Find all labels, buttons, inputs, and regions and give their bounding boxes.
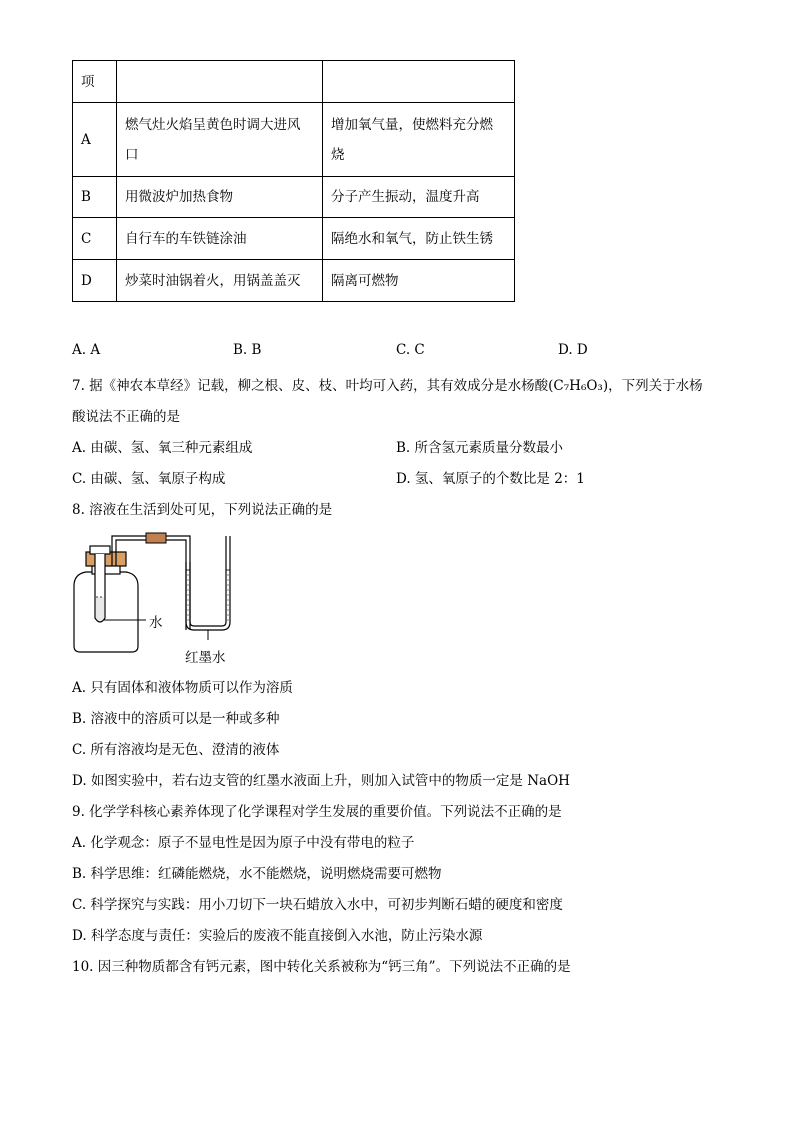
row-action: 自行车的车铁链涂油 <box>117 218 323 260</box>
table-header-row <box>73 61 515 103</box>
row-action-line: 口 <box>125 146 139 163</box>
q10-stem: 10. 因三种物质都含有钙元素，图中转化关系被称为“钙三角”。下列说法不正确的是 <box>72 959 571 975</box>
q9-option-c: C. 科学探究与实践：用小刀切下一块石蜡放入水中，可初步判断石蜡的硬度和密度 <box>72 897 563 913</box>
row-key: A <box>73 103 117 177</box>
q9-option-d: D. 科学态度与责任：实验后的废液不能直接倒入水池，防止污染水源 <box>72 928 483 944</box>
row-key: C <box>73 218 117 260</box>
q8-option-d: D. 如图实验中，若右边支管的红墨水液面上升，则加入试管中的物质一定是 NaOH <box>72 773 570 789</box>
table-row <box>73 218 515 260</box>
q7-stem-line-2: 酸说法不正确的是 <box>72 409 180 425</box>
q7-option-a: A. 由碳、氢、氧三种元素组成 <box>72 440 253 456</box>
row-action: 炒菜时油锅着火，用锅盖盖灭 <box>117 260 323 302</box>
table-header-cell <box>323 61 515 103</box>
table-header-cell <box>117 61 323 103</box>
table-row <box>73 177 515 218</box>
q6-option-d: D. D <box>558 342 588 358</box>
q9-option-a: A. 化学观念：原子不显电性是因为原子中没有带电的粒子 <box>72 835 415 851</box>
row-reason: 隔离可燃物 <box>323 260 515 302</box>
table-row <box>73 260 515 302</box>
q7-stem-line-1: 7. 据《神农本草经》记载，柳之根、皮、枝、叶均可入药，其有效成分是水杨酸(C₇H₆O₃)，下列关于水杨 <box>72 378 703 394</box>
q8-option-c: C. 所有溶液均是无色、澄清的液体 <box>72 742 280 758</box>
q7-option-c: C. 由碳、氢、氧原子构成 <box>72 471 226 487</box>
q8-option-b: B. 溶液中的溶质可以是一种或多种 <box>72 711 280 727</box>
row-key: D <box>73 260 117 302</box>
table-header-cell: 项 <box>73 61 117 103</box>
q6-option-a: A. A <box>72 342 101 358</box>
q6-option-c: C. C <box>396 342 425 358</box>
row-reason-line: 烧 <box>331 146 345 163</box>
row-action: 用微波炉加热食物 <box>117 177 323 218</box>
experiment-figure <box>66 522 246 671</box>
q9-option-b: B. 科学思维：红磷能燃烧，水不能燃烧，说明燃烧需要可燃物 <box>72 866 442 882</box>
q9-stem: 9. 化学学科核心素养体现了化学课程对学生发展的重要价值。下列说法不正确的是 <box>72 804 562 820</box>
q8-stem: 8. 溶液在生活到处可见，下列说法正确的是 <box>72 502 333 518</box>
water-label: 水 <box>149 615 163 631</box>
q8-option-a: A. 只有固体和液体物质可以作为溶质 <box>72 680 293 696</box>
row-reason-line: 增加氧气量，使燃料充分燃 <box>331 116 493 133</box>
q7-option-b: B. 所含氢元素质量分数最小 <box>396 440 564 456</box>
q6-option-b: B. B <box>233 342 262 358</box>
row-key: B <box>73 177 117 218</box>
row-reason <box>323 103 515 177</box>
table-row <box>73 103 515 177</box>
row-action <box>117 103 323 177</box>
row-reason: 隔绝水和氧气，防止铁生锈 <box>323 218 515 260</box>
q7-option-d: D. 氢、氧原子的个数比是 2：1 <box>396 471 585 487</box>
row-reason: 分子产生振动，温度升高 <box>323 177 515 218</box>
options-table <box>72 60 515 302</box>
row-action-line: 燃气灶火焰呈黄色时调大进风 <box>125 116 301 133</box>
ink-label: 红墨水 <box>185 650 226 666</box>
